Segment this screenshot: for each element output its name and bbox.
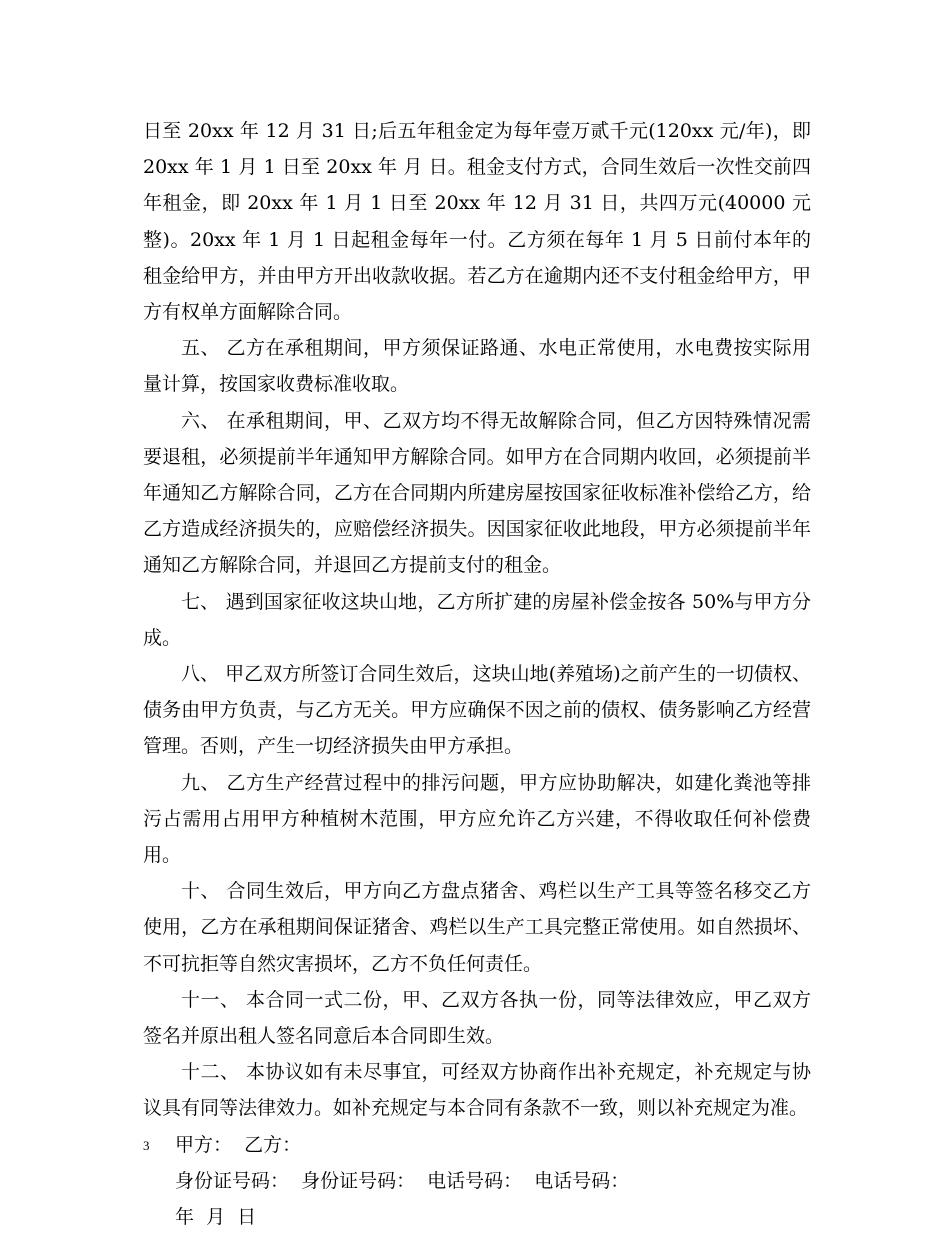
document-body	[143, 113, 811, 1235]
signature-parties-line: 甲方： 乙方：	[175, 1133, 302, 1156]
paragraph-clause-10: 十、 合同生效后，甲方向乙方盘点猪舍、鸡栏以生产工具等签名移交乙方使用，乙方在承租期间保证猪舍、鸡栏以生产工具完整正常使用。如自然损坏、不可抗拒等自然灾害损坏，乙方不负任何责任。	[143, 880, 811, 975]
paragraph-clause-6: 六、 在承租期间，甲、乙双方均不得无故解除合同，但乙方因特殊情况需要退租，必须提前半年通知甲方解除合同。如甲方在合同期内收回，必须提前半年通知乙方解除合同，乙方在合同期内所建房屋按国家征收标准补偿给乙方，给乙方造成经济损失的，应赔偿经济损失。因国家征收此地段，甲方必须提前半年通知乙方解除合同，并退回乙方提前支付的租金。	[143, 409, 811, 577]
paragraph-rent-terms: 日至 20xx 年 12 月 31 日;后五年租金定为每年壹万贰千元(120xx 元/年)，即 20xx 年 1 月 1 日至 20xx 年 月 日。租金支付方式，合同生效后一次性交前四年租金，即 20xx 年 1 月 1 日至 20xx 年 12 月 31 日，共四万元(40000 元整)。20xx 年 1 月 1 日起租金每年一付。乙方须在每年 1 月 5 日前付本年的租金给甲方，并由甲方开出收款收据。若乙方在逾期内还不支付租金给甲方，甲方有权单方面解除合同。	[143, 120, 811, 324]
paragraph-clause-5: 五、 乙方在承租期间，甲方须保证路通、水电正常使用，水电费按实际用量计算，按国家收费标准收取。	[143, 337, 811, 396]
signature-id-phone-line: 身份证号码： 身份证号码： 电话号码： 电话号码：	[175, 1169, 630, 1192]
page-number: 3	[143, 1138, 150, 1153]
paragraph-clause-11: 十一、 本合同一式二份，甲、乙双方各执一份，同等法律效应，甲乙双方签名并原出租人签名同意后本合同即生效。	[143, 988, 811, 1048]
paragraph-clause-7: 七、 遇到国家征收这块山地，乙方所扩建的房屋补偿金按各 50%与甲方分成。	[143, 590, 811, 649]
paragraph-clause-9: 九、 乙方生产经营过程中的排污问题，甲方应协助解决，如建化粪池等排污占需用占用甲方种植树木范围，甲方应允许乙方兴建，不得收取任何补偿费用。	[143, 771, 811, 867]
paragraph-clause-12: 十二、 本协议如有未尽事宜，可经双方协商作出补充规定，补充规定与协议具有同等法律效力。如补充规定与本合同有条款不一致，则以补充规定为准。	[143, 1061, 811, 1120]
signature-date-line: 年 月 日	[175, 1206, 257, 1229]
paragraph-clause-8: 八、 甲乙双方所签订合同生效后，这块山地(养殖场)之前产生的一切债权、债务由甲方负责，与乙方无关。甲方应确保不因之前的债权、债务影响乙方经营管理。否则，产生一切经济损失由甲方承担。	[143, 663, 811, 758]
